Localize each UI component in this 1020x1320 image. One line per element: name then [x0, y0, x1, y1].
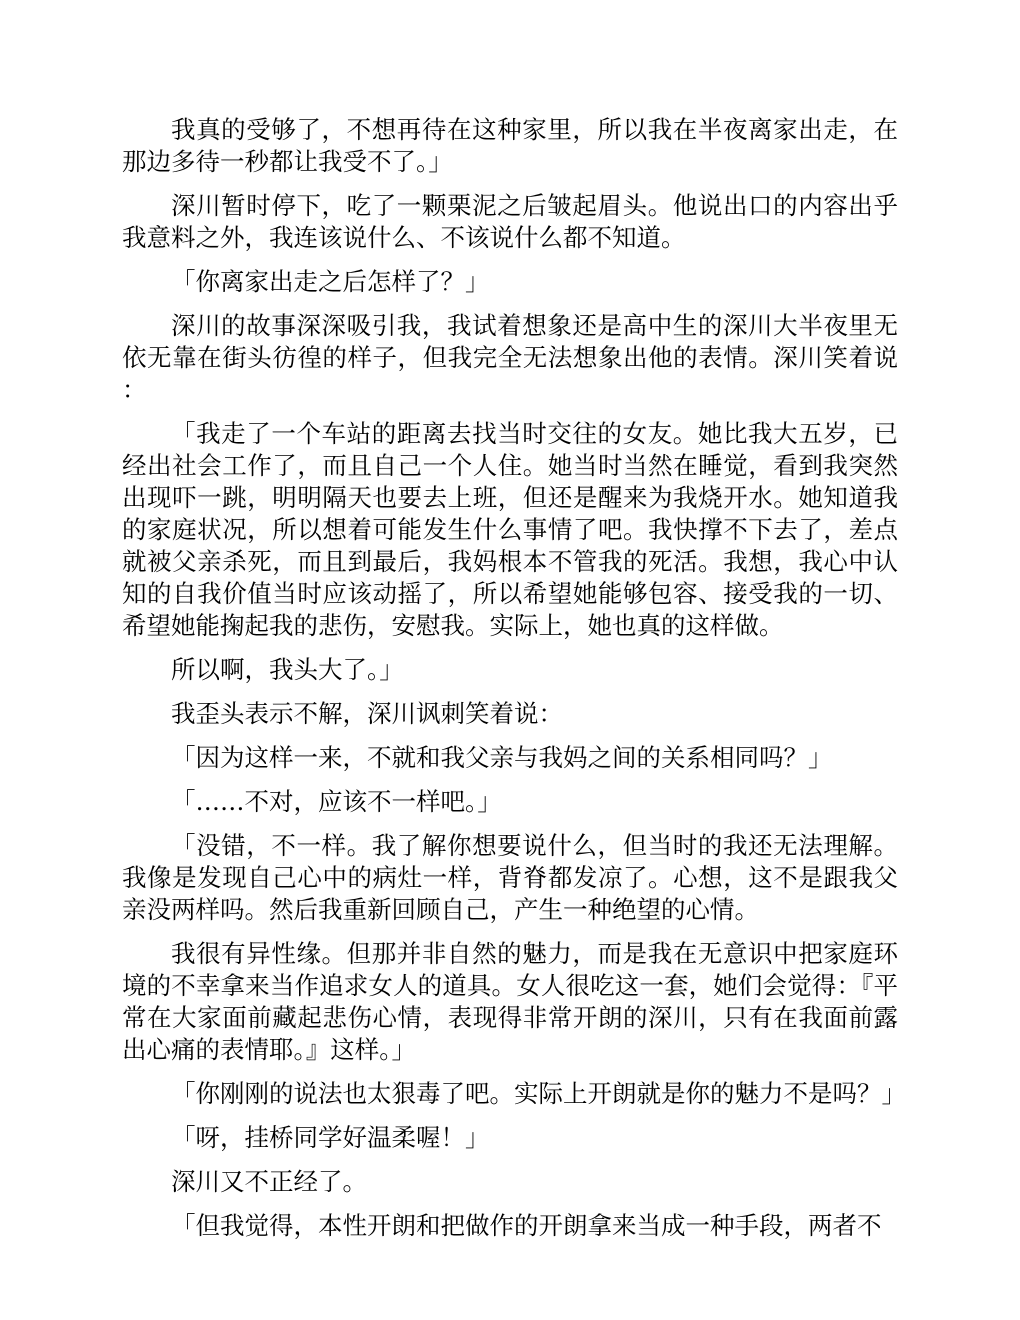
paragraph: 「……不对，应该不一样吧。」 [171, 787, 502, 816]
paragraph: 深川又不正经了。 [171, 1167, 367, 1196]
paragraph: 我歪头表示不解，深川讽刺笑着说： [171, 699, 563, 728]
paragraph: 所以啊，我头大了。」 [171, 655, 404, 684]
paragraph: 深川暂时停下，吃了一颗栗泥之后皱起眉头。他说出口的内容出乎我意料之外，我连该说什么、不该说什么都不知道。 [122, 191, 898, 252]
paragraph: 「你刚刚的说法也太狠毒了吧。实际上开朗就是你的魅力不是吗？」 [171, 1079, 906, 1108]
paragraph: 「我走了一个车站的距离去找当时交往的女友。她比我大五岁，已经出社会工作了，而且自己一个人住。她当时当然在睡觉，看到我突然出现吓一跳，明明隔天也要去上班，但还是醒来为我烧开水。她知道我的家庭状况，所以想着可能发生什么事情了吧。我快撑不下去了，差点就被父亲杀死，而且到最后，我妈根本不管我的死活。我想，我心中认知的自我价值当时应该动摇了，所以希望她能够包容、接受我的一切、希望她能掬起我的悲伤，安慰我。实际上，她也真的这样做。 [122, 419, 898, 640]
paragraph: 我真的受够了，不想再待在这种家里，所以我在半夜离家出走，在那边多待一秒都让我受不了。」 [122, 115, 898, 176]
paragraph: 「呀，挂桥同学好温柔喔！」 [171, 1123, 490, 1152]
paragraph: 深川的故事深深吸引我，我试着想象还是高中生的深川大半夜里无依无靠在街头彷徨的样子，但我完全无法想象出他的表情。深川笑着说： [122, 311, 898, 404]
paragraph: 「因为这样一来，不就和我父亲与我妈之间的关系相同吗？」 [171, 743, 833, 772]
paragraph: 「你离家出走之后怎样了？」 [171, 267, 490, 296]
paragraph: 「没错，不一样。我了解你想要说什么，但当时的我还无法理解。我像是发现自己心中的病灶一样，背脊都发凉了。心想，这不是跟我父亲没两样吗。然后我重新回顾自己，产生一种绝望的心情。 [122, 831, 898, 924]
paragraph: 「但我觉得，本性开朗和把做作的开朗拿来当成一种手段，两者不 [171, 1211, 882, 1240]
page-body-text [122, 114, 906, 1254]
paragraph: 我很有异性缘。但那并非自然的魅力，而是我在无意识中把家庭环境的不幸拿来当作追求女人的道具。女人很吃这一套，她们会觉得：『平常在大家面前藏起悲伤心情，表现得非常开朗的深川，只有在我面前露出心痛的表情耶。』这样。」 [122, 939, 898, 1064]
